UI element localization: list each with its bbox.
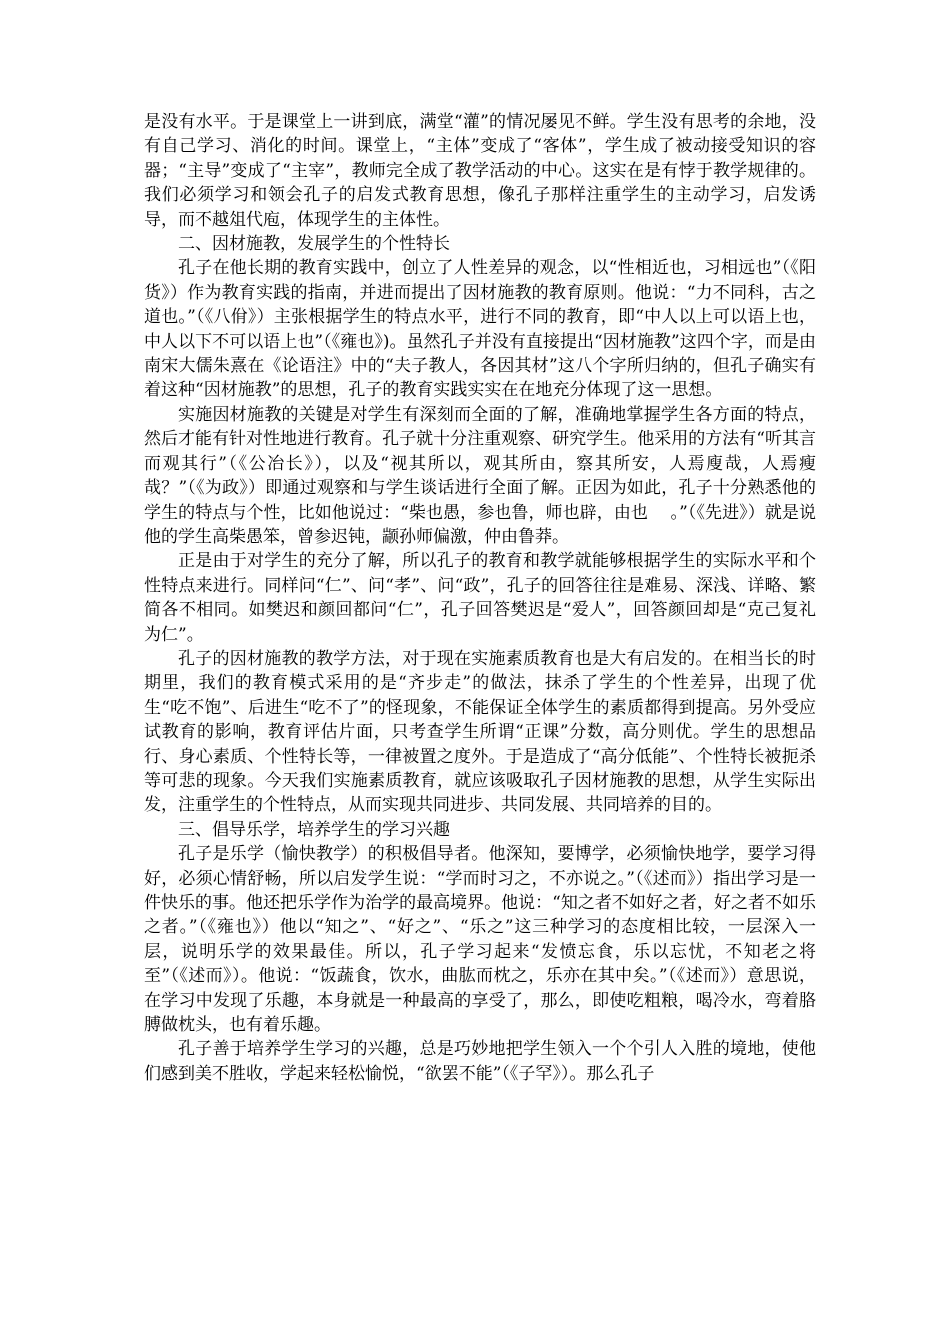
paragraph: 孔子在他长期的教育实践中，创立了人性差异的观念，以“性相近也，习相远也”（《阳货》）作为教育实践的指南，并进而提出了因材施教的教育原则。他说：“力不同科，古之道也。”（《八佾》）主张根据学生的特点水平，进行不同的教育，即“中人以上可以语上也，中人以下不可以语上也”（《雍也》)。虽然孔子并没有直接提出“因材施教”这四个字，而是由南宋大儒朱熹在《论语注》中的“夫子教人，各因其材”这八个字所归纳的，但孔子确实有着这种“因材施教”的思想，孔子的教育实践实实在在地充分体现了这一思想。 — [144, 258, 816, 401]
paragraph: 孔子的因材施教的教学方法，对于现在实施素质教育也是大有启发的。在相当长的时期里，我们的教育模式采用的是“齐步走”的做法，抹杀了学生的个性差异，出现了优生“吃不饱”、后进生“吃不了”的怪现象，不能保证全体学生的素质都得到提高。另外受应试教育的影响，教育评估片面，只考查学生所谓“正课”分数，高分则优。学生的思想品行、身心素质、个性特长等，一律被置之度外。于是造成了“高分低能”、个性特长被扼杀等可悲的现象。今天我们实施素质教育，就应该吸取孔子因材施教的思想，从学生实际出发，注重学生的个性特点，从而实现共同进步、共同发展、共同培养的目的。 — [144, 648, 816, 816]
section-heading-3: 三、倡导乐学，培养学生的学习兴趣 — [178, 819, 450, 840]
document-page — [144, 110, 816, 1086]
section-heading-2: 二、因材施教，发展学生的个性特长 — [178, 234, 450, 255]
paragraph: 孔子是乐学（愉快教学）的积极倡导者。他深知，要博学，必须愉快地学，要学习得好，必须心情舒畅，所以启发学生说：“学而时习之，不亦说之。”（《述而》）指出学习是一件快乐的事。他还把乐学作为治学的最高境界。他说：“知之者不如好之者，好之者不如乐之者。”（《雍也》）他以“知之”、“好之”、“乐之”这三种学习的态度相比较，一层深入一层，说明乐学的效果最佳。所以，孔子学习起来“发愤忘食，乐以忘忧，不知老之将至”（《述而》）。他说：“饭蔬食，饮水，曲肱而枕之，乐亦在其中矣。”（《述而》）意思说，在学习中发现了乐趣，本身就是一种最高的享受了，那么，即使吃粗粮，喝冷水，弯着胳膊做枕头，也有着乐趣。 — [144, 844, 816, 1036]
paragraph: 孔子善于培养学生学习的兴趣，总是巧妙地把学生领入一个个引人入胜的境地，使他们感到美不胜收，学起来轻松愉悦，“欲罢不能”（《子罕》）。那么孔子 — [144, 1039, 816, 1084]
paragraph: 正是由于对学生的充分了解，所以孔子的教育和教学就能够根据学生的实际水平和个性特点来进行。同样问“仁”、问“孝”、问“政”，孔子的回答往往是难易、深浅、详略、繁简各不相同。如樊迟和颜回都问“仁”，孔子回答樊迟是“爱人”，回答颜回却是“克己复礼为仁”。 — [144, 551, 816, 645]
paragraph: 实施因材施教的关键是对学生有深刻而全面的了解，准确地掌握学生各方面的特点，然后才能有针对性地进行教育。孔子就十分注重观察、研究学生。他采用的方法有“听其言而观其行”（《公冶长》），以及“视其所以，观其所由，察其所安，人焉廋哉，人焉瘦哉？”（《为政》）即通过观察和与学生谈话进行全面了解。正因为如此，孔子十分熟悉他的学生的特点与个性，比如他说过：“柴也愚，参也鲁，师也辟，由也 。”（《先进》）就是说他的学生高柴愚笨，曾参迟钝，颛孙师偏激，仲由鲁莽。 — [144, 404, 816, 547]
paragraph-continuation: 是没有水平。于是课堂上一讲到底，满堂“灌”的情况屡见不鲜。学生没有思考的余地，没有自己学习、消化的时间。课堂上，“主体”变成了“客体”，学生成了被动接受知识的容器；“主导”变成了“主宰”，教师完全成了教学活动的中心。这实在是有悖于教学规律的。我们必须学习和领会孔子的启发式教育思想，像孔子那样注重学生的主动学习，启发诱导，而不越俎代庖，体现学生的主体性。 — [144, 112, 816, 230]
